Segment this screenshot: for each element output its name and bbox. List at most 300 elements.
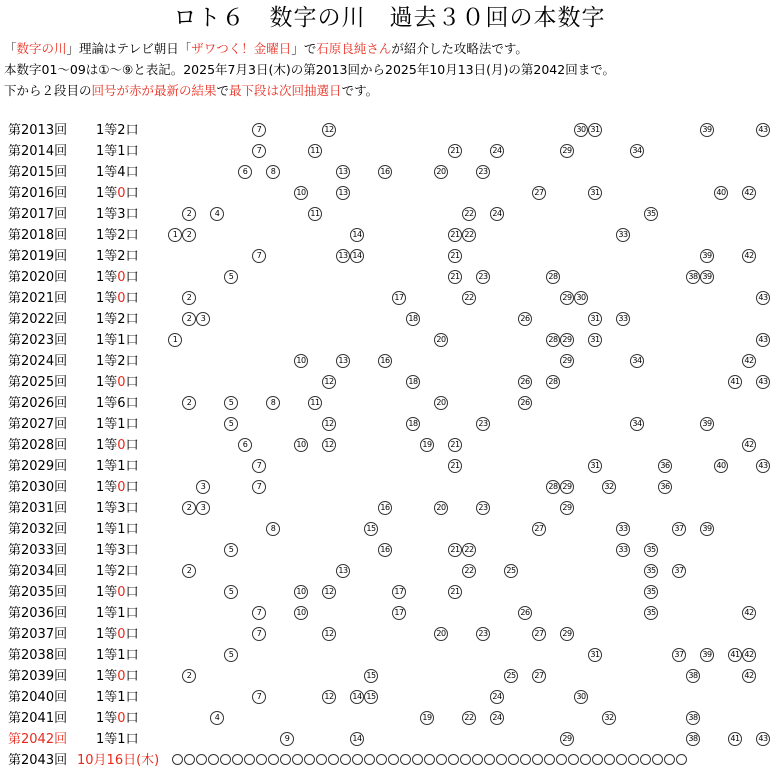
winning-number: 38 xyxy=(686,732,700,746)
winning-number: 23 xyxy=(476,627,490,641)
winning-number: 32 xyxy=(602,480,616,494)
first-prize-count xyxy=(96,246,139,267)
winner-count: 0 xyxy=(117,627,126,642)
winning-number: 37 xyxy=(672,564,686,578)
empty-slot-circle xyxy=(520,754,531,765)
winning-number: 13 xyxy=(336,354,350,368)
winning-number: 28 xyxy=(546,480,560,494)
winner-count: 0 xyxy=(117,585,126,600)
winning-number: 9 xyxy=(280,732,294,746)
first-prize-count xyxy=(96,666,139,687)
winning-number: 21 xyxy=(448,543,462,557)
winner-count: 0 xyxy=(117,375,126,390)
intro-text: です。 xyxy=(341,83,379,98)
first-prize-count xyxy=(96,435,139,456)
prize-rank: 1等 xyxy=(96,333,118,348)
winning-number: 5 xyxy=(224,585,238,599)
unit-suffix: 口 xyxy=(125,291,139,306)
winning-number: 39 xyxy=(700,270,714,284)
page-title: ロト６ 数字の川 過去３０回の本数字 xyxy=(173,5,606,31)
draw-number: 第2025回 xyxy=(8,375,68,390)
prize-rank: 1等 xyxy=(96,438,118,453)
draw-number: 第2033回 xyxy=(8,543,68,558)
first-prize-count xyxy=(96,582,139,603)
winner-count: 0 xyxy=(117,270,126,285)
winning-number: 43 xyxy=(756,732,770,746)
winning-number: 18 xyxy=(406,375,420,389)
draw-number: 第2027回 xyxy=(8,417,68,432)
unit-suffix: 口 xyxy=(125,144,139,159)
winner-count: 0 xyxy=(117,186,126,201)
winning-number: 29 xyxy=(560,144,574,158)
unit-suffix: 口 xyxy=(125,669,139,684)
winning-number: 18 xyxy=(406,312,420,326)
first-prize-count xyxy=(96,687,139,708)
winning-number: 22 xyxy=(462,207,476,221)
draw-number: 第2037回 xyxy=(8,627,68,642)
winner-count: 1 xyxy=(117,606,126,621)
draw-number: 第2029回 xyxy=(8,459,68,474)
unit-suffix: 口 xyxy=(125,543,139,558)
draw-row xyxy=(0,204,779,225)
winning-number: 8 xyxy=(266,522,280,536)
empty-slot-circle xyxy=(304,754,315,765)
winning-number: 30 xyxy=(574,123,588,137)
winning-number: 2 xyxy=(182,291,196,305)
winning-number: 7 xyxy=(252,480,266,494)
unit-suffix: 口 xyxy=(125,711,139,726)
draw-row xyxy=(0,456,779,477)
draw-number: 第2022回 xyxy=(8,312,68,327)
prize-rank: 1等 xyxy=(96,123,118,138)
winner-count: 3 xyxy=(117,543,126,558)
draw-number: 第2020回 xyxy=(8,270,68,285)
first-prize-count xyxy=(96,120,139,141)
empty-slot-circle xyxy=(532,754,543,765)
winning-number: 29 xyxy=(560,291,574,305)
draw-number: 第2034回 xyxy=(8,564,68,579)
highlight-text: 石原良純さん xyxy=(316,41,392,56)
winner-count: 2 xyxy=(117,249,126,264)
prize-rank: 1等 xyxy=(96,480,118,495)
winning-number: 28 xyxy=(546,375,560,389)
winning-number: 12 xyxy=(322,123,336,137)
draw-number: 第2036回 xyxy=(8,606,68,621)
winner-count: 1 xyxy=(117,333,126,348)
winning-number: 2 xyxy=(182,669,196,683)
first-prize-count xyxy=(96,729,139,750)
winning-number: 29 xyxy=(560,627,574,641)
winning-number: 5 xyxy=(224,270,238,284)
winning-number: 17 xyxy=(392,606,406,620)
prize-rank: 1等 xyxy=(96,606,118,621)
prize-rank: 1等 xyxy=(96,627,118,642)
draw-number: 第2018回 xyxy=(8,228,68,243)
prize-rank: 1等 xyxy=(96,711,118,726)
winning-number: 26 xyxy=(518,396,532,410)
winning-number: 16 xyxy=(378,354,392,368)
winning-number: 20 xyxy=(434,627,448,641)
winner-count: 1 xyxy=(117,648,126,663)
prize-rank: 1等 xyxy=(96,732,118,747)
prize-rank: 1等 xyxy=(96,396,118,411)
winning-number: 32 xyxy=(602,711,616,725)
winning-number: 30 xyxy=(574,690,588,704)
draw-number: 第2039回 xyxy=(8,669,68,684)
winning-number: 7 xyxy=(252,249,266,263)
winning-number: 35 xyxy=(644,585,658,599)
winner-count: 1 xyxy=(117,690,126,705)
winner-count: 6 xyxy=(117,396,126,411)
winning-number: 15 xyxy=(364,690,378,704)
prize-rank: 1等 xyxy=(96,270,118,285)
winning-number: 39 xyxy=(700,648,714,662)
prize-rank: 1等 xyxy=(96,522,118,537)
intro-line-3 xyxy=(4,80,378,101)
winning-number: 41 xyxy=(728,375,742,389)
winning-number: 31 xyxy=(588,123,602,137)
winner-count: 2 xyxy=(117,312,126,327)
intro-text: 」で xyxy=(291,41,317,56)
winning-number: 38 xyxy=(686,270,700,284)
first-prize-count xyxy=(96,183,139,204)
empty-slot-circle xyxy=(592,754,603,765)
first-prize-count xyxy=(96,393,139,414)
winning-number: 16 xyxy=(378,165,392,179)
winning-number: 2 xyxy=(182,564,196,578)
winning-number: 10 xyxy=(294,438,308,452)
draw-row xyxy=(0,729,779,750)
draw-row xyxy=(0,561,779,582)
highlight-text: 数字の川 xyxy=(16,41,67,56)
draw-number: 第2030回 xyxy=(8,480,68,495)
winning-number: 42 xyxy=(742,186,756,200)
empty-slot-circle xyxy=(664,754,675,765)
winning-number: 2 xyxy=(182,228,196,242)
winning-number: 20 xyxy=(434,165,448,179)
winning-number: 29 xyxy=(560,333,574,347)
winning-number: 14 xyxy=(350,732,364,746)
winning-number: 14 xyxy=(350,249,364,263)
draw-row xyxy=(0,372,779,393)
first-prize-count xyxy=(96,603,139,624)
unit-suffix: 口 xyxy=(125,459,139,474)
winning-number: 8 xyxy=(266,165,280,179)
empty-slot-circle xyxy=(184,754,195,765)
winning-number: 31 xyxy=(588,312,602,326)
winning-number: 38 xyxy=(686,711,700,725)
winning-number: 27 xyxy=(532,522,546,536)
winning-number: 24 xyxy=(490,144,504,158)
empty-slot-circle xyxy=(280,754,291,765)
winning-number: 31 xyxy=(588,648,602,662)
intro-text: 下から２段目の xyxy=(4,83,92,98)
intro-text: で xyxy=(216,83,230,98)
prize-rank: 1等 xyxy=(96,459,118,474)
winning-number: 33 xyxy=(616,228,630,242)
winning-number: 22 xyxy=(462,543,476,557)
unit-suffix: 口 xyxy=(125,501,139,516)
empty-slot-circle xyxy=(484,754,495,765)
winning-number: 2 xyxy=(182,396,196,410)
winning-number: 21 xyxy=(448,438,462,452)
winning-number: 29 xyxy=(560,732,574,746)
winning-number: 11 xyxy=(308,396,322,410)
winning-number: 42 xyxy=(742,648,756,662)
unit-suffix: 口 xyxy=(125,228,139,243)
first-prize-count xyxy=(96,540,139,561)
first-prize-count xyxy=(96,351,139,372)
next-draw-row xyxy=(0,750,779,771)
draw-number: 第2024回 xyxy=(8,354,68,369)
winning-number: 42 xyxy=(742,669,756,683)
unit-suffix: 口 xyxy=(125,732,139,747)
unit-suffix: 口 xyxy=(125,480,139,495)
winner-count: 3 xyxy=(117,501,126,516)
empty-slot-circle xyxy=(328,754,339,765)
empty-slot-circle xyxy=(508,754,519,765)
winning-number: 12 xyxy=(322,417,336,431)
empty-slot-circle xyxy=(388,754,399,765)
winning-number: 22 xyxy=(462,291,476,305)
unit-suffix: 口 xyxy=(125,207,139,222)
number-river-table xyxy=(0,120,779,771)
prize-rank: 1等 xyxy=(96,207,118,222)
winning-number: 7 xyxy=(252,606,266,620)
draw-number: 第2019回 xyxy=(8,249,68,264)
winner-count: 2 xyxy=(117,228,126,243)
winning-number: 43 xyxy=(756,375,770,389)
winning-number: 16 xyxy=(378,501,392,515)
prize-rank: 1等 xyxy=(96,564,118,579)
prize-rank: 1等 xyxy=(96,375,118,390)
winning-number: 25 xyxy=(504,564,518,578)
draw-number: 第2013回 xyxy=(8,123,68,138)
winning-number: 38 xyxy=(686,669,700,683)
winning-number: 24 xyxy=(490,711,504,725)
draw-row xyxy=(0,183,779,204)
first-prize-count xyxy=(96,645,139,666)
intro-text: 本数字01〜09は①〜⑨と表記。2025年7月3日(木)の第2013回から2025年10月13日(月)の第2042回まで。 xyxy=(4,62,615,77)
first-prize-count xyxy=(96,372,139,393)
latest-draw-number: 第2042回 xyxy=(8,732,68,747)
empty-slot-circle xyxy=(172,754,183,765)
winning-number: 21 xyxy=(448,270,462,284)
winning-number: 2 xyxy=(182,312,196,326)
winning-number: 5 xyxy=(224,396,238,410)
unit-suffix: 口 xyxy=(125,522,139,537)
first-prize-count xyxy=(96,561,139,582)
winning-number: 37 xyxy=(672,648,686,662)
unit-suffix: 口 xyxy=(125,312,139,327)
winning-number: 33 xyxy=(616,522,630,536)
intro-line-2 xyxy=(4,59,615,80)
winner-count: 2 xyxy=(117,123,126,138)
winning-number: 13 xyxy=(336,186,350,200)
winning-number: 12 xyxy=(322,438,336,452)
first-prize-count xyxy=(96,204,139,225)
empty-slot-circle xyxy=(544,754,555,765)
empty-slot-circle xyxy=(376,754,387,765)
winning-number: 13 xyxy=(336,564,350,578)
winning-number: 22 xyxy=(462,711,476,725)
unit-suffix: 口 xyxy=(125,438,139,453)
prize-rank: 1等 xyxy=(96,543,118,558)
empty-slot-circle xyxy=(352,754,363,765)
winning-number: 36 xyxy=(658,459,672,473)
empty-slot-circle xyxy=(196,754,207,765)
winning-number: 29 xyxy=(560,501,574,515)
draw-row xyxy=(0,540,779,561)
winner-count: 0 xyxy=(117,669,126,684)
draw-row xyxy=(0,162,779,183)
winner-count: 2 xyxy=(117,564,126,579)
draw-row xyxy=(0,330,779,351)
draw-row xyxy=(0,687,779,708)
winning-number: 27 xyxy=(532,669,546,683)
empty-slot-circle xyxy=(436,754,447,765)
draw-number: 第2026回 xyxy=(8,396,68,411)
winning-number: 31 xyxy=(588,459,602,473)
highlight-text: 回号が赤が最新の結果 xyxy=(91,83,217,98)
winning-number: 40 xyxy=(714,459,728,473)
winning-number: 41 xyxy=(728,648,742,662)
winning-number: 26 xyxy=(518,312,532,326)
draw-number: 第2041回 xyxy=(8,711,68,726)
winning-number: 34 xyxy=(630,417,644,431)
winning-number: 7 xyxy=(252,144,266,158)
draw-number: 第2016回 xyxy=(8,186,68,201)
prize-rank: 1等 xyxy=(96,669,118,684)
winner-count: 0 xyxy=(117,438,126,453)
winner-count: 0 xyxy=(117,480,126,495)
winning-number: 26 xyxy=(518,606,532,620)
winning-number: 35 xyxy=(644,543,658,557)
first-prize-count xyxy=(96,624,139,645)
draw-number: 第2015回 xyxy=(8,165,68,180)
draw-number: 第2031回 xyxy=(8,501,68,516)
winning-number: 14 xyxy=(350,228,364,242)
first-prize-count xyxy=(96,498,139,519)
winning-number: 30 xyxy=(574,291,588,305)
unit-suffix: 口 xyxy=(125,186,139,201)
winner-count: 4 xyxy=(117,165,126,180)
winning-number: 23 xyxy=(476,417,490,431)
winning-number: 34 xyxy=(630,144,644,158)
draw-row xyxy=(0,477,779,498)
winning-number: 23 xyxy=(476,165,490,179)
winner-count: 2 xyxy=(117,354,126,369)
draw-row xyxy=(0,666,779,687)
winning-number: 17 xyxy=(392,291,406,305)
unit-suffix: 口 xyxy=(125,585,139,600)
next-draw-number: 第2043回 xyxy=(8,753,68,768)
winning-number: 4 xyxy=(210,711,224,725)
winner-count: 1 xyxy=(117,732,126,747)
winning-number: 5 xyxy=(224,648,238,662)
winning-number: 10 xyxy=(294,585,308,599)
draw-row xyxy=(0,414,779,435)
draw-number: 第2023回 xyxy=(8,333,68,348)
prize-rank: 1等 xyxy=(96,249,118,264)
first-prize-count xyxy=(96,456,139,477)
empty-slot-circle xyxy=(232,754,243,765)
first-prize-count xyxy=(96,414,139,435)
winning-number: 20 xyxy=(434,396,448,410)
winner-count: 0 xyxy=(117,711,126,726)
winning-number: 31 xyxy=(588,333,602,347)
empty-slot-circle xyxy=(676,754,687,765)
winning-number: 16 xyxy=(378,543,392,557)
draw-row xyxy=(0,120,779,141)
winning-number: 37 xyxy=(672,522,686,536)
unit-suffix: 口 xyxy=(125,690,139,705)
empty-slot-circle xyxy=(652,754,663,765)
empty-slot-circle xyxy=(640,754,651,765)
winner-count: 1 xyxy=(117,417,126,432)
winning-number: 18 xyxy=(406,417,420,431)
winning-number: 43 xyxy=(756,123,770,137)
empty-number-slots xyxy=(172,754,688,767)
winning-number: 42 xyxy=(742,606,756,620)
empty-slot-circle xyxy=(556,754,567,765)
winning-number: 31 xyxy=(588,186,602,200)
winning-number: 8 xyxy=(266,396,280,410)
first-prize-count xyxy=(96,288,139,309)
winning-number: 42 xyxy=(742,354,756,368)
winning-number: 3 xyxy=(196,312,210,326)
draw-number: 第2038回 xyxy=(8,648,68,663)
winning-number: 1 xyxy=(168,333,182,347)
prize-rank: 1等 xyxy=(96,417,118,432)
winning-number: 10 xyxy=(294,354,308,368)
winning-number: 7 xyxy=(252,459,266,473)
winning-number: 11 xyxy=(308,207,322,221)
highlight-text: 最下段は次回抽選日 xyxy=(229,83,342,98)
draw-row xyxy=(0,267,779,288)
empty-slot-circle xyxy=(220,754,231,765)
prize-rank: 1等 xyxy=(96,585,118,600)
draw-number: 第2032回 xyxy=(8,522,68,537)
unit-suffix: 口 xyxy=(125,333,139,348)
draw-row xyxy=(0,645,779,666)
winning-number: 33 xyxy=(616,543,630,557)
prize-rank: 1等 xyxy=(96,144,118,159)
draw-row xyxy=(0,582,779,603)
empty-slot-circle xyxy=(208,754,219,765)
draw-row xyxy=(0,708,779,729)
winning-number: 24 xyxy=(490,690,504,704)
unit-suffix: 口 xyxy=(125,606,139,621)
first-prize-count xyxy=(96,141,139,162)
winning-number: 23 xyxy=(476,501,490,515)
empty-slot-circle xyxy=(412,754,423,765)
winning-number: 40 xyxy=(714,186,728,200)
prize-rank: 1等 xyxy=(96,354,118,369)
unit-suffix: 口 xyxy=(125,648,139,663)
prize-rank: 1等 xyxy=(96,165,118,180)
unit-suffix: 口 xyxy=(125,165,139,180)
winning-number: 39 xyxy=(700,249,714,263)
winning-number: 20 xyxy=(434,333,448,347)
winning-number: 21 xyxy=(448,585,462,599)
winning-number: 13 xyxy=(336,249,350,263)
winning-number: 1 xyxy=(168,228,182,242)
winning-number: 3 xyxy=(196,501,210,515)
winning-number: 26 xyxy=(518,375,532,389)
winning-number: 5 xyxy=(224,543,238,557)
winning-number: 12 xyxy=(322,585,336,599)
